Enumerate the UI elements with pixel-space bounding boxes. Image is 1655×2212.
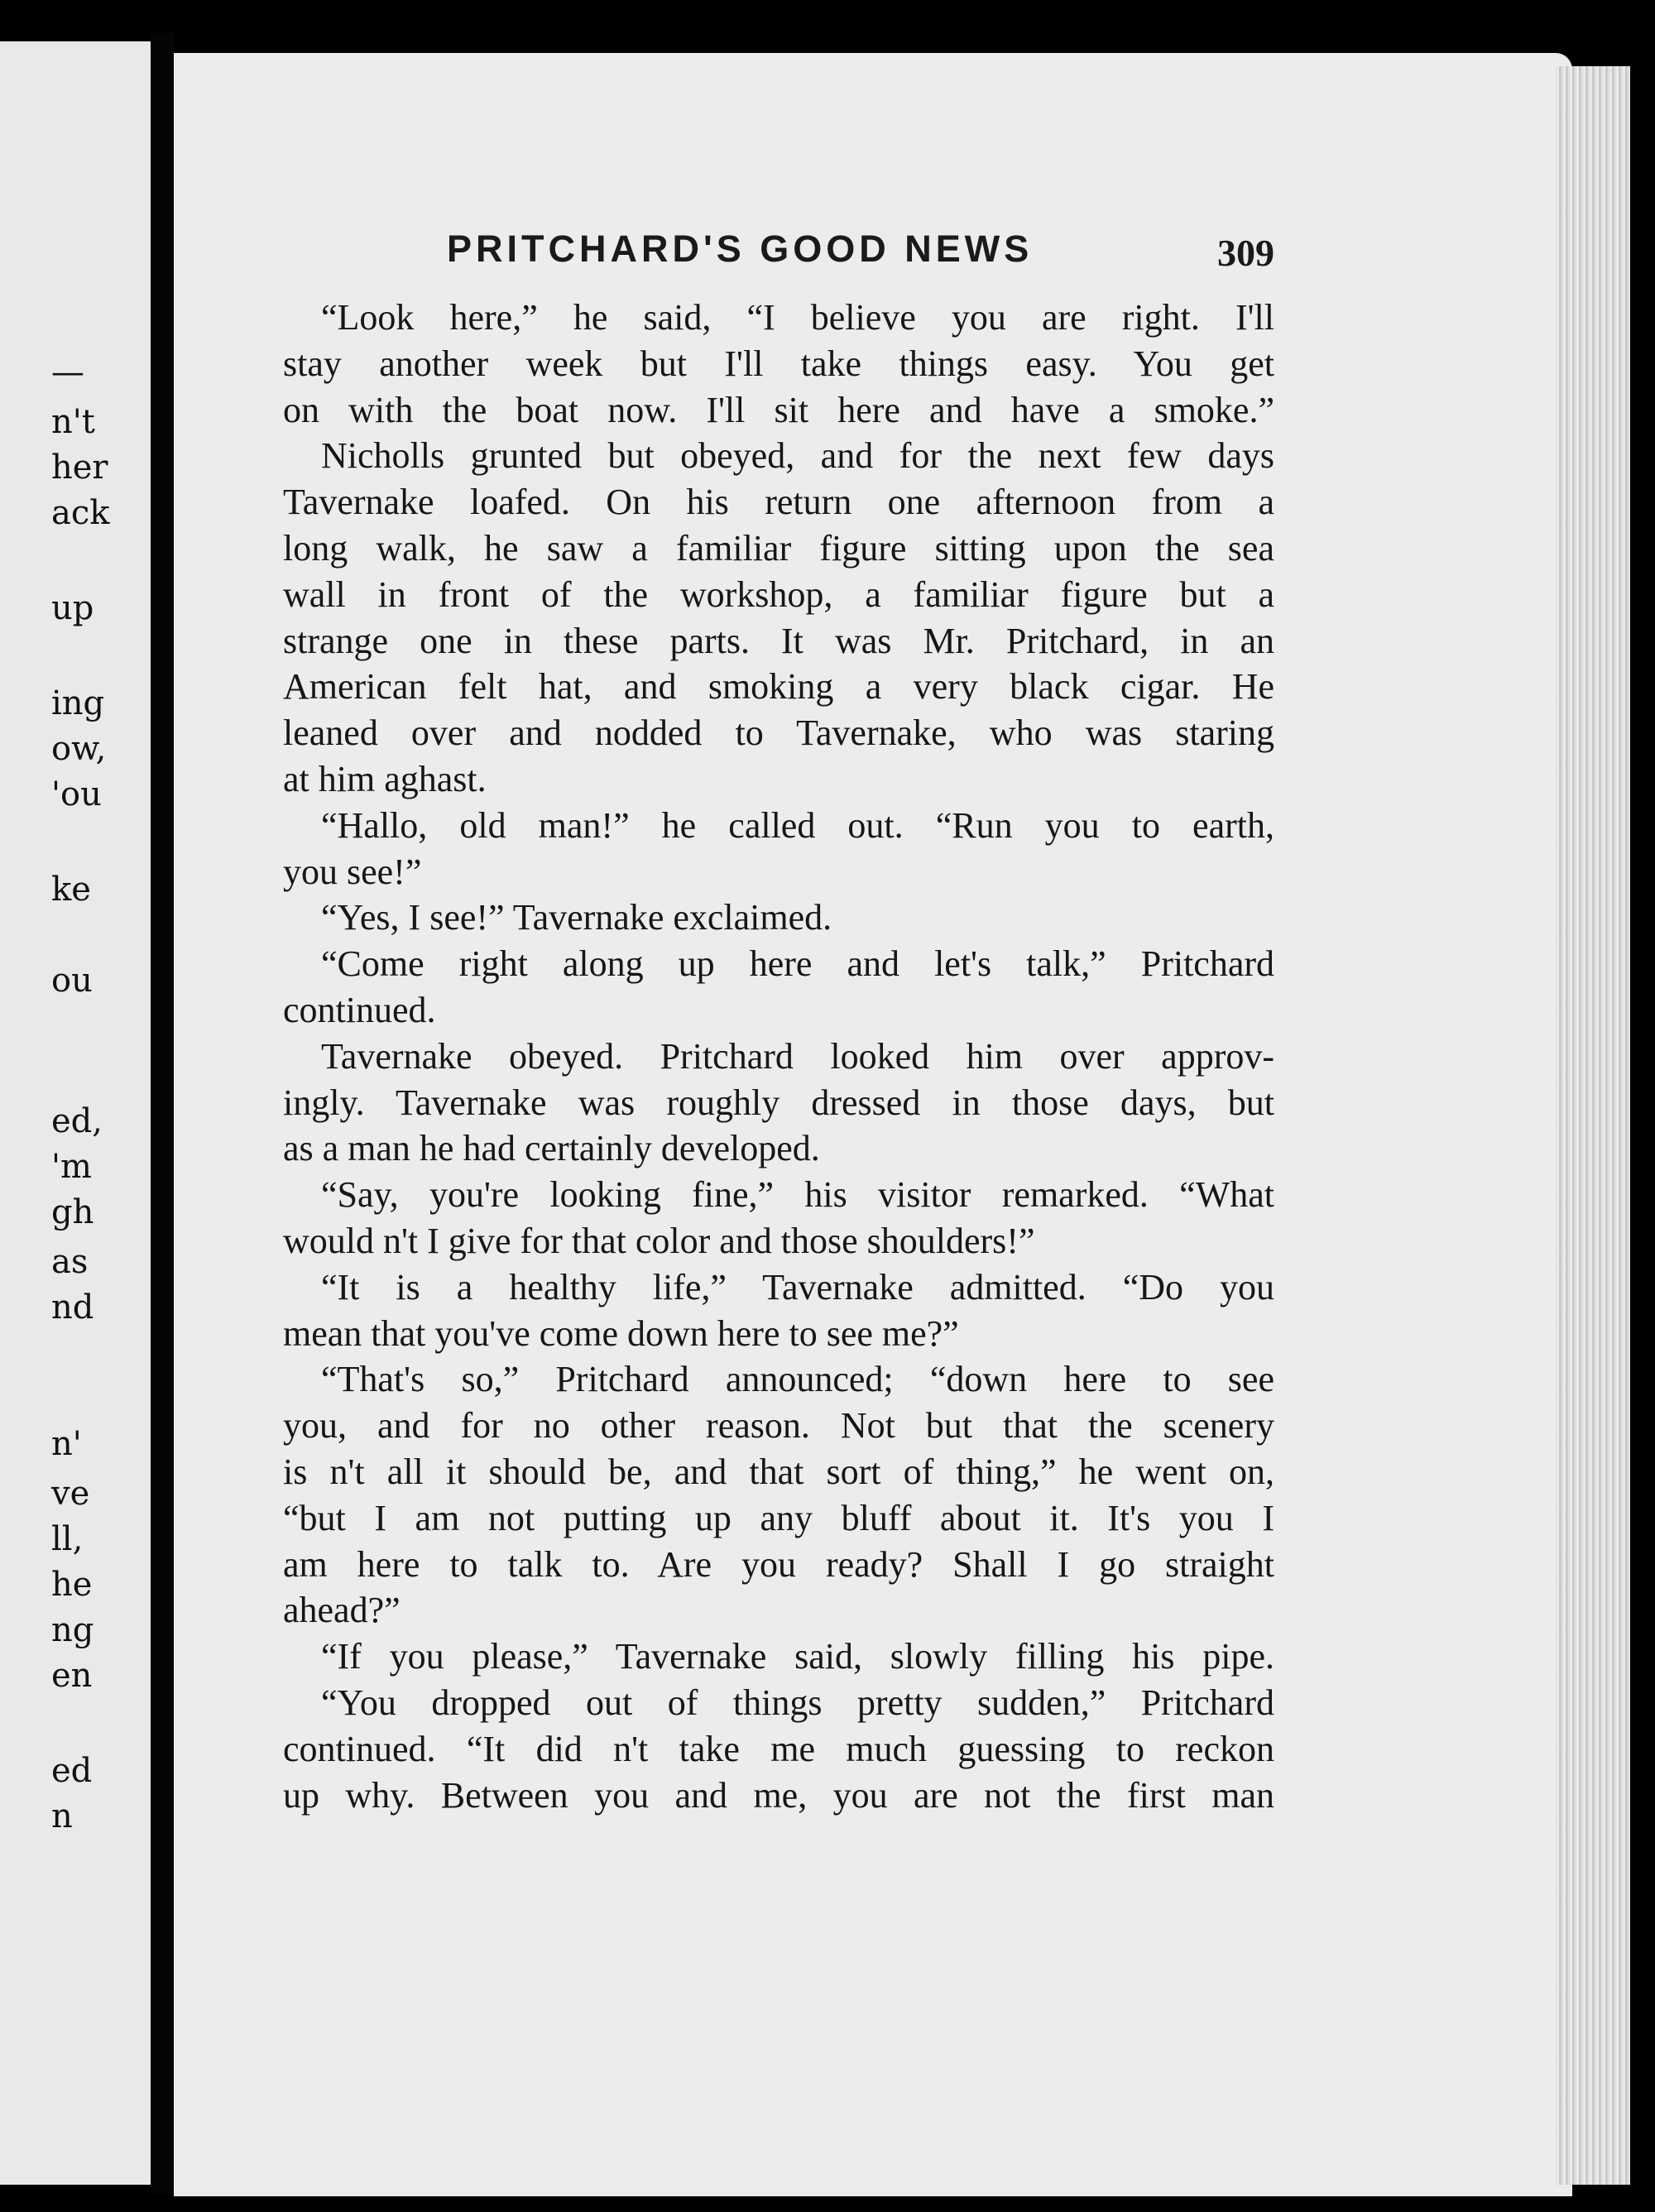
text-line: leaned over and nodded to Tavernake, who was staring	[283, 713, 1274, 754]
page-header	[273, 228, 1274, 277]
running-head: PRITCHARD'S GOOD NEWS	[447, 228, 1034, 270]
text-line: would n't I give for that color and those shoulders!”	[283, 1220, 1035, 1261]
fragment-line: as	[51, 1243, 89, 1281]
text-line: ahead?”	[283, 1590, 401, 1631]
fragment-line: ng	[51, 1611, 94, 1649]
fragment-line: ing	[51, 684, 105, 722]
text-line: at him aghast.	[283, 758, 487, 799]
text-line: wall in front of the workshop, a familiar figure but a	[283, 573, 1274, 615]
text-line: is n't all it should be, and that sort of thing,” he went on,	[283, 1451, 1274, 1492]
text-line: continued.	[283, 989, 436, 1030]
text-line: ingly. Tavernake was roughly dressed in those days, but	[283, 1082, 1274, 1123]
text-line: “It is a healthy life,” Tavernake admitted. “Do you	[321, 1266, 1274, 1308]
text-line: Tavernake loafed. On his return one afternoon from a	[283, 482, 1274, 523]
text-line: on with the boat now. I'll sit here and have a smoke.”	[283, 389, 1274, 430]
text-line: am here to talk to. Are you ready? Shall I go straight	[283, 1543, 1274, 1585]
text-line: “Yes, I see!” Tavernake exclaimed.	[321, 897, 832, 938]
text-line: “Hallo, old man!” he called out. “Run you to earth,	[321, 804, 1274, 846]
fragment-line: en	[51, 1657, 93, 1695]
fragment-line: ou	[51, 962, 93, 1000]
text-line: “Look here,” he said, “I believe you are right. I'll	[321, 297, 1274, 338]
text-line: Tavernake obeyed. Pritchard looked him over approv-	[321, 1035, 1274, 1077]
text-line: up why. Between you and me, you are not the first man	[283, 1774, 1274, 1816]
book-gutter	[151, 33, 174, 2193]
fragment-line: n't	[51, 403, 95, 441]
fragment-line: nd	[51, 1288, 94, 1327]
text-line: stay another week but I'll take things easy. You get	[283, 343, 1274, 384]
text-line: “but I am not putting up any bluff about it. It's you I	[283, 1497, 1274, 1538]
fragment-line: n	[51, 1797, 73, 1835]
text-line: you see!”	[283, 851, 422, 892]
page-edges	[1556, 66, 1630, 2185]
text-line: “Come right along up here and let's talk,” Pritchard	[321, 943, 1274, 985]
text-line: “You dropped out of things pretty sudden,” Pritchard	[321, 1682, 1274, 1723]
text-line: mean that you've come down here to see me?”	[283, 1312, 959, 1354]
text-line: “That's so,” Pritchard announced; “down here to see	[321, 1359, 1274, 1400]
fragment-line: 'm	[51, 1148, 92, 1186]
facing-page-left	[0, 41, 151, 2185]
text-line: long walk, he saw a familiar figure sitting upon the sea	[283, 527, 1274, 569]
fragment-line: ve	[51, 1475, 90, 1513]
fragment-line: ed	[51, 1752, 93, 1790]
page-number: 309	[1217, 232, 1274, 274]
fragment-line: gh	[51, 1193, 94, 1231]
facing-page-text-fragments	[0, 41, 151, 2185]
fragment-line: up	[51, 589, 94, 627]
fragment-line: ow,	[51, 730, 107, 768]
fragment-line: ll,	[51, 1520, 84, 1558]
text-line: American felt hat, and smoking a very black cigar. He	[283, 666, 1274, 708]
fragment-line: ke	[51, 871, 91, 909]
text-line: continued. “It did n't take me much guessing to reckon	[283, 1728, 1274, 1769]
fragment-line: her	[51, 449, 108, 487]
text-line: as a man he had certainly developed.	[283, 1128, 820, 1169]
text-line: strange one in these parts. It was Mr. Pritchard, in an	[283, 620, 1274, 661]
text-line: Nicholls grunted but obeyed, and for the next few days	[321, 435, 1274, 477]
text-line: you, and for no other reason. Not but that the scenery	[283, 1405, 1274, 1447]
text-line: “Say, you're looking fine,” his visitor remarked. “What	[321, 1174, 1274, 1216]
fragment-line: ed,	[51, 1102, 103, 1140]
body-text	[283, 295, 1274, 1818]
fragment-line: —	[51, 353, 84, 391]
fragment-line: ack	[51, 494, 110, 532]
fragment-line: he	[51, 1566, 93, 1604]
fragment-line: n'	[51, 1425, 82, 1463]
fragment-line: 'ou	[51, 775, 102, 813]
text-line: “If you please,” Tavernake said, slowly filling his pipe.	[321, 1636, 1274, 1677]
